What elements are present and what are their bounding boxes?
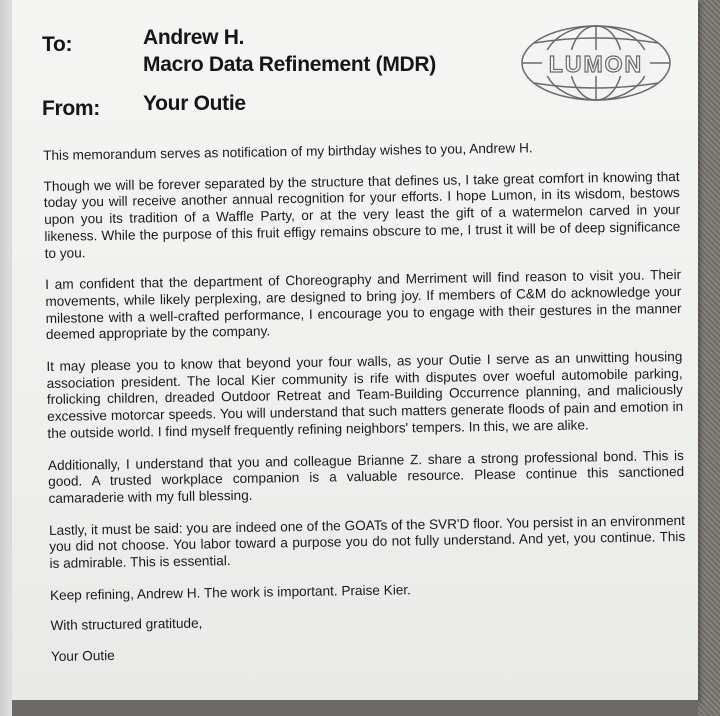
memo-paragraph-housing: It may please you to know that beyond your four walls, as your Outie I serve as an unwitting housing association president. The local Kier community is rife with disputes over woeful automobile parking, frolicking children, dreaded Outdoor Retreat and Team-Building Occurrence planning, and maliciously excessive motorcar speeds. You will understand that such matters generate floods of pain and emotion in the outside world. I find myself frequently refining neighbors' tempers. In this, we are alike. (46, 349, 684, 441)
memo-paragraph-intro: This memorandum serves as notification of my birthday wishes to you, Andrew H. (43, 140, 533, 163)
memo-signature: Your Outie (50, 648, 115, 665)
memo-paragraph-colleague: Additionally, I understand that you and colleague Brianne Z. share a strong professional bond. This is good. A trusted workplace companion is a valuable resource. Please continue this sanctioned camaraderie with my full blessing. (47, 447, 685, 506)
memo-paragraph-waffle-party: Though we will be forever separated by the structure that defines us, I take great comfort in knowing that today you will receive another annual recognition for your efforts. I hope Lumon, in its wisdom, bestows upon you its tradition of a Waffle Party, or at the very least the gift of a watermelon carved in your likeness. While the purpose of this fruit effigy remains obscure to me, I trust it will be of deep significance to you. (43, 168, 681, 261)
desk-edge (12, 700, 698, 716)
to-label: To: (42, 33, 73, 56)
logo-wordmark: LUMON (548, 51, 644, 77)
to-name: Andrew H. (143, 26, 245, 49)
lumon-globe-icon (520, 24, 672, 102)
memo-paragraph-goats: Lastly, it must be said: you are indeed one of the GOATs of the SVR'D floor. You persist in an environment you did not choose. You labor toward a purpose you do not fully understand. And yet, you continue. This is admirable. This is essential. (48, 512, 686, 572)
to-department: Macro Data Refinement (MDR) (143, 53, 436, 76)
memo-paragraph-keep-refining: Keep refining, Andrew H. The work is important. Praise Kier. (49, 582, 412, 603)
from-label: From: (42, 97, 100, 120)
memo-body (43, 138, 687, 680)
memo-paragraph-choreography: I am confident that the department of Choreography and Merriment will find reason to visit you. Their movements, while likely perplexing, are designed to bring joy. If members of C&M do acknowledge your milestone with a well-crafted performance, I encourage you to engage with their gestures in the manner deemed appropriate by the company. (45, 267, 682, 343)
lumon-logo (520, 24, 672, 102)
memo-closing: With structured gratitude, (50, 616, 203, 634)
from-name: Your Outie (143, 92, 246, 115)
